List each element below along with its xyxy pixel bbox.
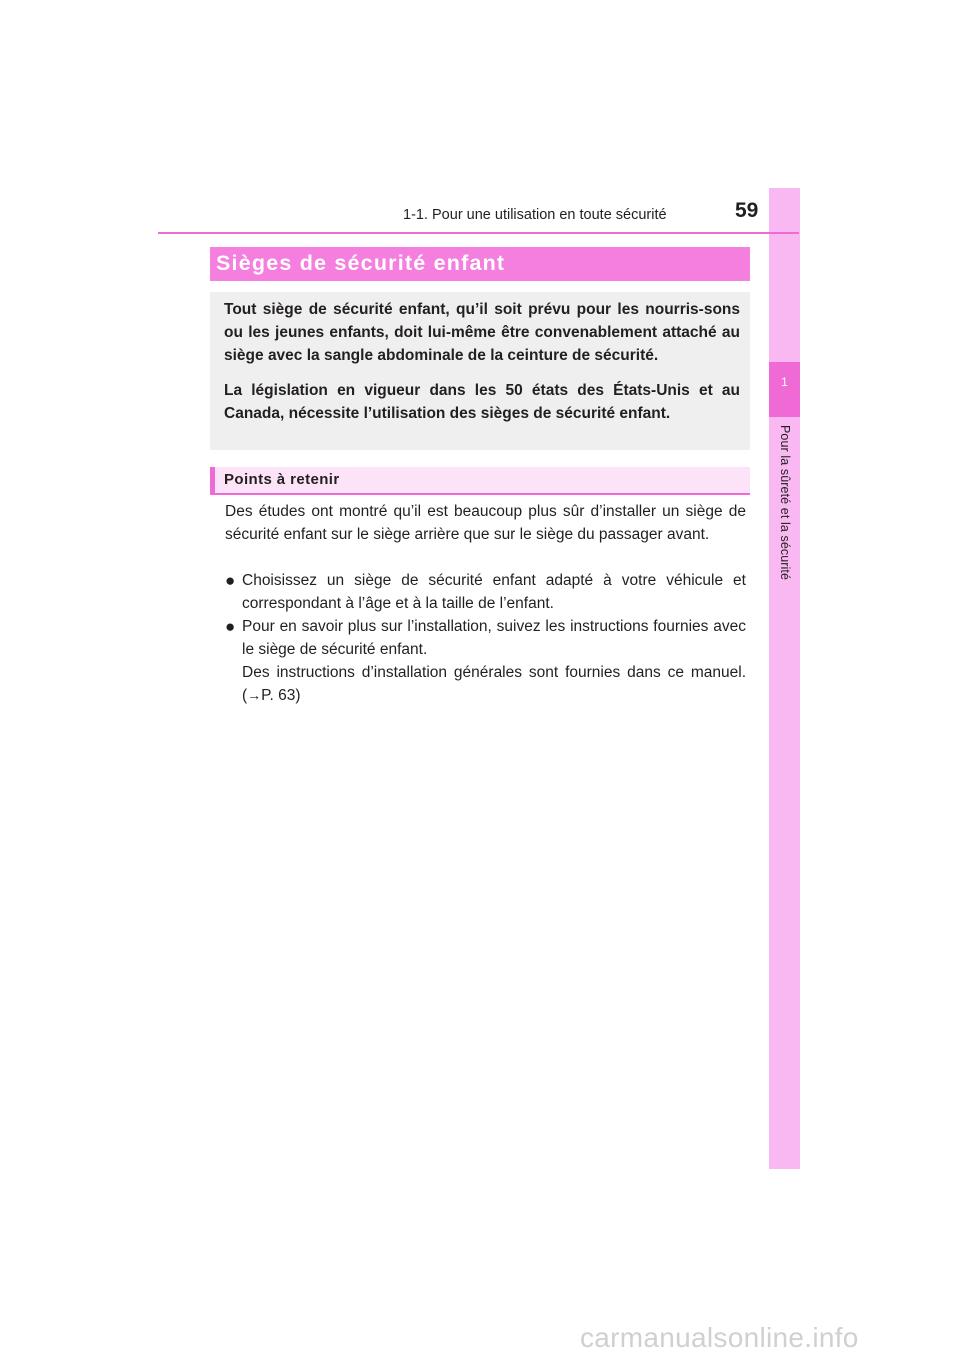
header-rule <box>158 232 799 234</box>
body-paragraph: Des études ont montré qu’il est beaucoup plus sûr d’installer un siège de sécurité enfant sur le siège arrière que sur le siège du passager avant. <box>225 503 746 543</box>
bullet-item-1 <box>225 569 746 615</box>
page-reference-link[interactable]: P. 63 <box>261 687 296 704</box>
section-title: Sièges de sécurité enfant <box>216 251 506 275</box>
continuation-text: Des instructions d’installation générales sont fournies dans ce manuel. ( <box>242 664 746 704</box>
subheading-bar <box>210 467 750 493</box>
chapter-number-box <box>769 362 800 417</box>
chapter-number: 1 <box>781 375 788 389</box>
intro-paragraph-1: Tout siège de sécurité enfant, qu’il soit prévu pour les nourris-sons ou les jeunes enfants, doit lui-même être convenablement attaché au siège avec la sangle abdominale de la ceinture de sécurité. <box>224 301 740 364</box>
watermark: carmanualsonline.info <box>580 1322 859 1353</box>
subheading: Points à retenir <box>224 471 340 488</box>
bullet-icon: ● <box>225 617 236 636</box>
chapter-label: Pour la sûreté et la sécurité <box>778 425 792 581</box>
subheading-rule <box>210 493 750 495</box>
intro-box <box>210 292 750 450</box>
bullet-continuation <box>242 661 746 707</box>
arrow-right-icon: → <box>247 687 262 703</box>
running-head: 1-1. Pour une utilisation en toute sécurité <box>403 207 667 223</box>
intro-paragraph-2: La législation en vigueur dans les 50 états des États-Unis et au Canada, nécessite l’utilisation des sièges de sécurité enfant. <box>224 382 740 422</box>
bullet-icon: ● <box>225 571 236 590</box>
side-chapter-strip <box>769 188 800 1169</box>
bullet-text-2-block <box>242 615 746 707</box>
page-number: 59 <box>735 199 759 222</box>
section-title-bar <box>210 247 750 281</box>
bullet-text-2: Pour en savoir plus sur l’installation, suivez les instructions fournies avec le siège de sécurité enfant. <box>242 618 746 658</box>
bullet-text-1: Choisissez un siège de sécurité enfant adapté à votre véhicule et correspondant à l’âge et à la taille de l’enfant. <box>242 572 746 612</box>
bullet-item-2 <box>225 615 746 707</box>
continuation-close: ) <box>295 687 301 704</box>
intro-text <box>224 298 740 437</box>
